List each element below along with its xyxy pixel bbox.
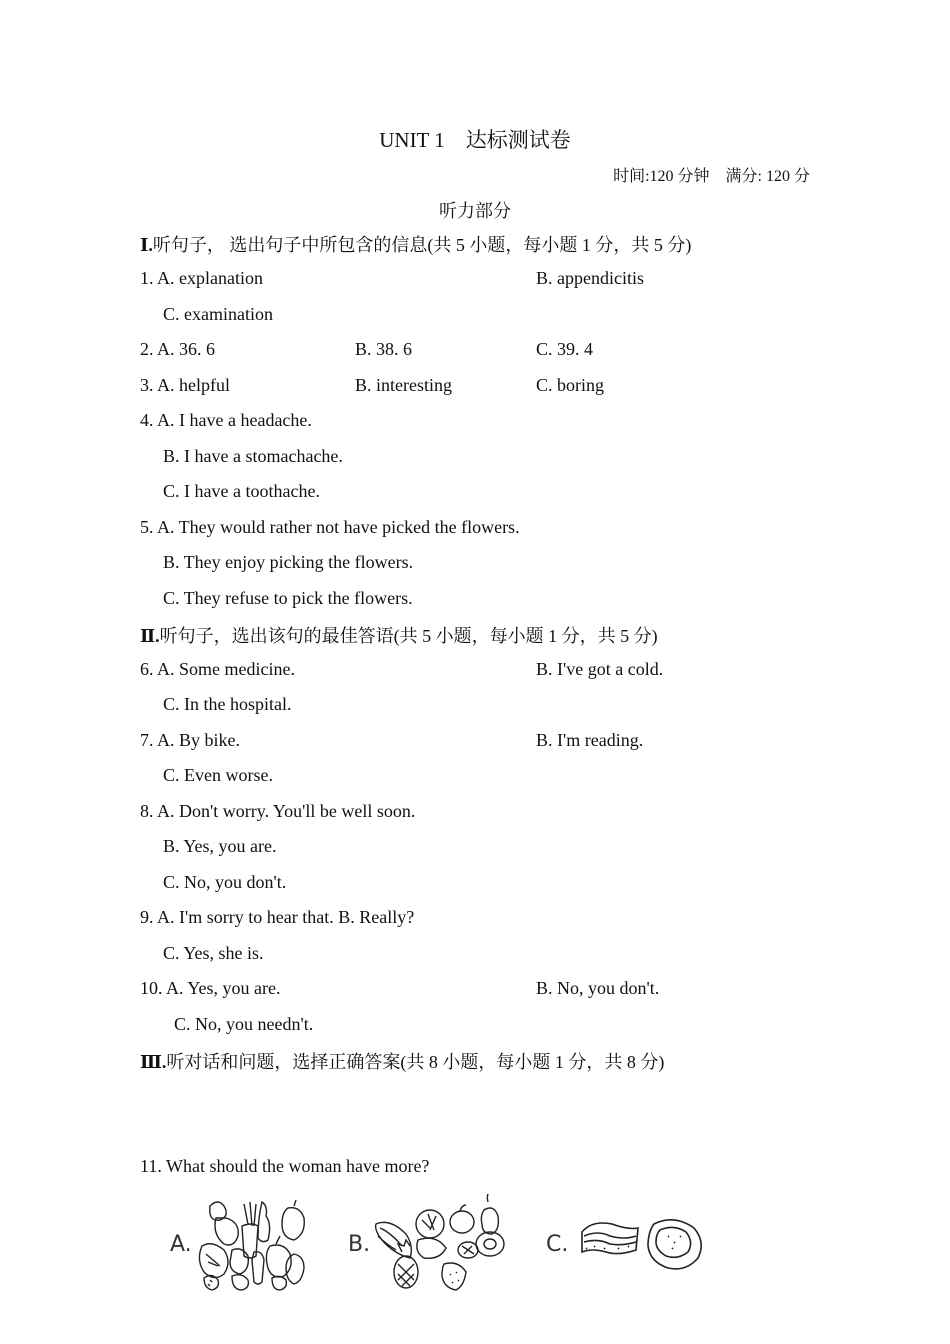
q2-option-c: C. 39. 4 [536, 339, 594, 359]
q5-option-c: C. They refuse to pick the flowers. [163, 588, 413, 608]
q10-option-c: C. No, you needn't. [174, 1014, 314, 1034]
part2-heading [140, 622, 658, 648]
part1-heading [140, 231, 691, 257]
q1-option-a: 1. A. explanation [140, 268, 263, 288]
q1-option-b: B. appendicitis [536, 268, 644, 288]
q10-option-b: B. No, you don't. [536, 978, 660, 998]
q5-option-a: 5. A. They would rather not have picked the flowers. [140, 517, 520, 537]
q4-option-c: C. I have a toothache. [163, 481, 320, 501]
q8-option-c: C. No, you don't. [163, 872, 287, 892]
q8-option-a: 8. A. Don't worry. You'll be well soon. [140, 801, 416, 821]
q5-option-b: B. They enjoy picking the flowers. [163, 552, 414, 572]
page-title: UNIT 1 达标测试卷 [379, 128, 571, 152]
q2-option-b: B. 38. 6 [355, 339, 413, 359]
vegetables-image [196, 1198, 314, 1292]
q2-option-a: 2. A. 36. 6 [140, 339, 216, 359]
q8-option-b: B. Yes, you are. [163, 836, 277, 856]
q9-option-c: C. Yes, she is. [163, 943, 264, 963]
section-title: 听力部分 [439, 201, 511, 221]
q11-label-a: A. [170, 1232, 192, 1257]
q11-label-c: C. [546, 1232, 569, 1257]
q4-option-b: B. I have a stomachache. [163, 446, 343, 466]
q11-label-b: B. [348, 1232, 371, 1257]
q7-option-a: 7. A. By bike. [140, 730, 241, 750]
q7-option-c: C. Even worse. [163, 765, 273, 785]
meat-image [578, 1212, 706, 1282]
part3-text: 听对话和问题，选择正确答案(共 8 小题，每小题 1 分，共 8 分) [166, 1052, 665, 1072]
part3-roman: Ⅲ. [140, 1052, 167, 1072]
q6-option-a: 6. A. Some medicine. [140, 659, 295, 679]
q7-option-b: B. I'm reading. [536, 730, 644, 750]
q4-option-a: 4. A. I have a headache. [140, 410, 312, 430]
part1-text: 听句子， 选出句子中所包含的信息(共 5 小题，每小题 1 分，共 5 分) [152, 235, 692, 255]
part2-roman: Ⅱ. [140, 626, 160, 646]
part3-heading [140, 1048, 664, 1074]
q3-option-c: C. boring [536, 375, 605, 395]
part2-text: 听句子，选出该句的最佳答语(共 5 小题，每小题 1 分，共 5 分) [159, 626, 658, 646]
q3-option-b: B. interesting [355, 375, 452, 395]
q10-option-a: 10. A. Yes, you are. [140, 978, 281, 998]
q6-option-b: B. I've got a cold. [536, 659, 664, 679]
q11-question: 11. What should the woman have more? [140, 1156, 430, 1176]
q1-option-c: C. examination [163, 304, 273, 324]
part1-roman: Ⅰ. [140, 235, 153, 255]
fruits-image [372, 1194, 512, 1294]
exam-meta: 时间:120 分钟 满分: 120 分 [613, 168, 810, 185]
q6-option-c: C. In the hospital. [163, 694, 292, 714]
q3-option-a: 3. A. helpful [140, 375, 230, 395]
q9-options-ab: 9. A. I'm sorry to hear that. B. Really? [140, 907, 415, 927]
